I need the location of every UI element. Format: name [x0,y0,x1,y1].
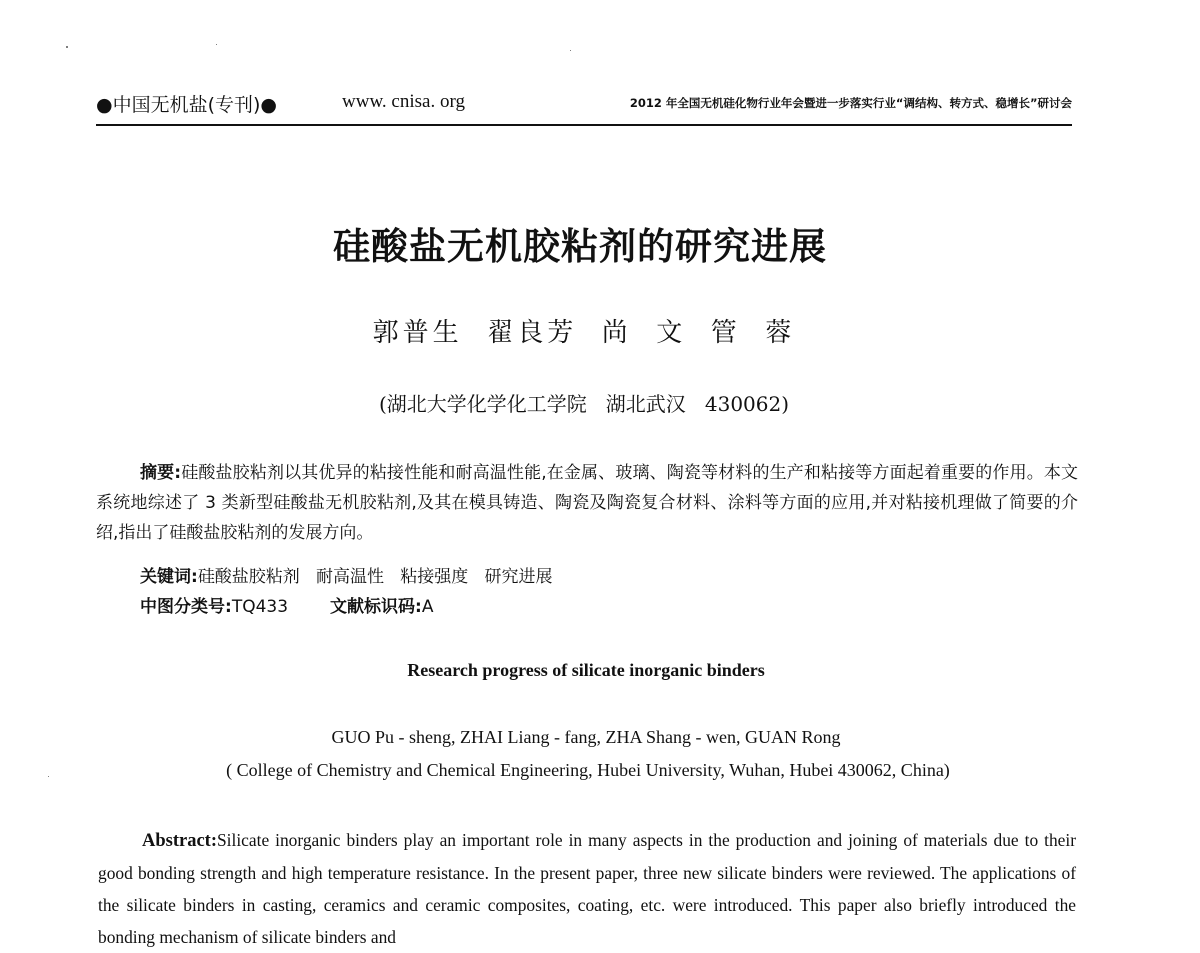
abstract-english-label: Abstract: [142,831,218,851]
classification-value: TQ433 [231,597,289,617]
affiliation-english: ( College of Chemistry and Chemical Engineering, Hubei University, Wuhan, Hubei 430062, China) [226,760,950,780]
scan-speck [66,46,68,48]
classification-line [140,592,433,617]
header-conference-name: 2012 年全国无机硅化物行业年会暨进一步落实行业“调结构、转方式、稳增长”研讨会 [629,96,1072,110]
abstract-chinese-text: 硅酸盐胶粘剂以其优异的粘接性能和耐高温性能,在金属、玻璃、陶瓷等材料的生产和粘接等方面起着重要的作用。本文系统地综述了 3 类新型硅酸盐无机胶粘剂,及其在模具铸造、陶瓷及陶瓷复合材料、涂料等方面的应用,并对粘接机理做了简要的介绍,指出了硅酸盐胶粘剂的发展方向。 [96,463,1078,543]
document-code-label: 文献标识码: [330,597,422,617]
abstract-chinese [96,458,1078,548]
paper-title-english: Research progress of silicate inorganic binders [407,660,765,680]
classification-label: 中图分类号: [140,597,232,617]
paper-title-chinese: 硅酸盐无机胶粘剂的研究进展 [333,224,827,268]
scan-speck [216,44,217,45]
keywords-label: 关键词: [140,567,198,587]
header-journal-name: ●中国无机盐(专刊)● [96,94,277,116]
document-code-value: A [421,597,434,617]
keywords-chinese [140,562,552,587]
abstract-english-text: Silicate inorganic binders play an important role in many aspects in the production and joining of materials due to their good bonding strength and high temperature resistance. In the present paper, three new silicate binders were reviewed. The applications of the silicate binders in casting, ceramics and ceramic composites, coating, etc. were introduced. This paper also briefly introduced the bonding mechanism of silicate binders and [98,830,1076,947]
affiliation-chinese: (湖北大学化学化工学院 湖北武汉 430062) [378,392,790,416]
abstract-chinese-label: 摘要: [140,463,182,483]
header-rule [96,124,1072,126]
authors-chinese: 郭普生 翟良芳 尚 文 管 蓉 [372,318,796,348]
scan-speck [570,50,571,51]
abstract-english [98,824,1076,953]
keywords-text: 硅酸盐胶粘剂 耐高温性 粘接强度 研究进展 [197,567,553,587]
running-header [96,88,1072,116]
header-website: www. cnisa. org [342,91,465,112]
authors-english: GUO Pu - sheng, ZHAI Liang - fang, ZHA Shang - wen, GUAN Rong [331,727,841,747]
